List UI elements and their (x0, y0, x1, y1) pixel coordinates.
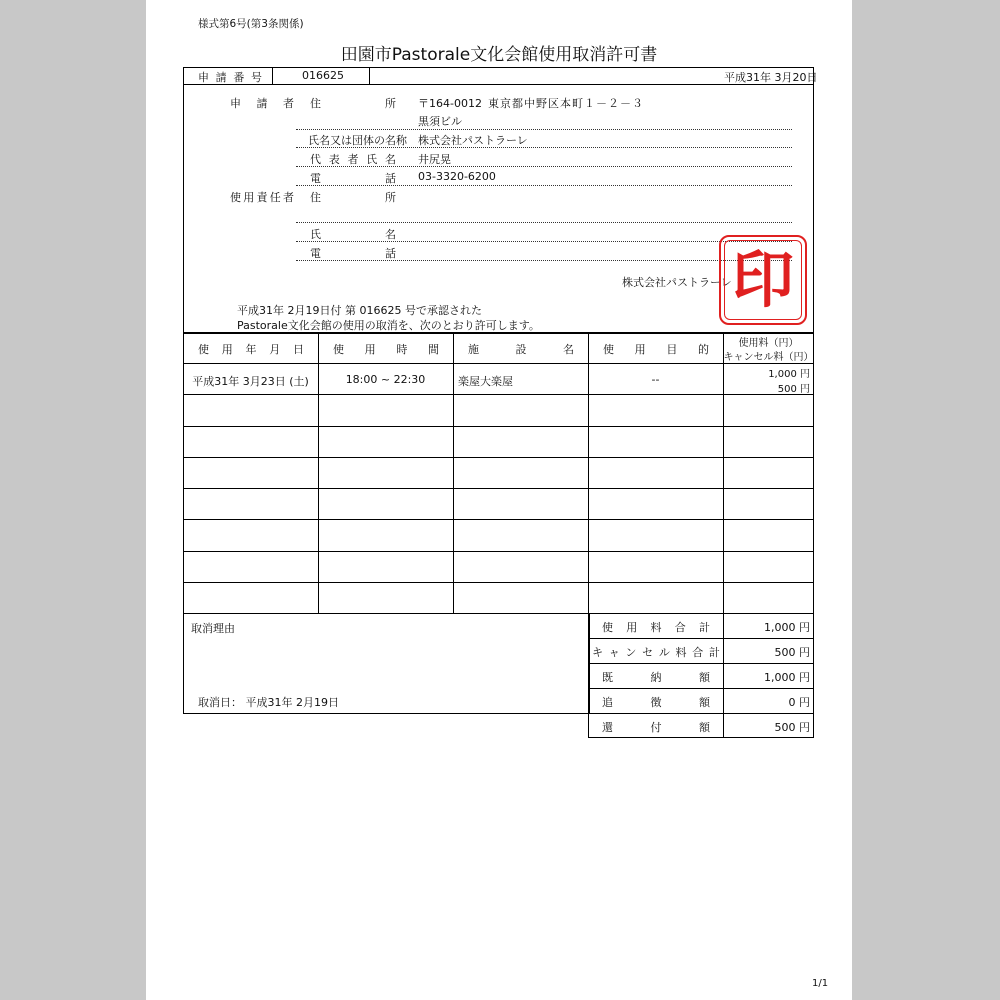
refund-value: 500 円 (774, 721, 810, 734)
application-number: 016625 (302, 69, 344, 82)
header-usage-time: 使 用 時 間 (333, 343, 439, 356)
applicant-address-label: 住 所 (310, 97, 396, 110)
phone: 03-3320-6200 (418, 170, 496, 183)
header-fee: 使用料（円） (738, 338, 799, 349)
approval-line1: 平成31年 2月19日付 第 016625 号で承認された (237, 304, 482, 317)
cancel-date: 取消日： 平成31年 2月19日 (198, 696, 339, 709)
postal-code: 〒164-0012 (418, 97, 482, 110)
row-cancel-fee: 500 円 (777, 384, 810, 395)
issue-date: 平成31年 3月20日 (724, 71, 818, 84)
responsible-phone-label: 電 話 (310, 247, 396, 260)
total-fee-label: 使 用 料 合 計 (602, 621, 710, 634)
reason-label: 取消理由 (191, 622, 235, 635)
phone-label: 電 話 (310, 172, 396, 185)
org-name-label: 氏名又は団体の名称 (308, 134, 407, 147)
paid-label: 既 納 額 (602, 671, 710, 684)
header-facility: 施 設 名 (468, 343, 574, 356)
responsible-name-label: 氏 名 (310, 228, 396, 241)
address-line2: 黒須ビル (418, 115, 462, 128)
document-title: 田園市Pastorale文化会館使用取消許可書 (340, 45, 658, 65)
total-fee-value: 1,000 円 (764, 621, 810, 634)
header-usage-date: 使 用 年 月 日 (198, 343, 304, 356)
rep-name: 井尻晃 (418, 153, 451, 166)
address-line1: 東京都中野区本町１－２－３ (488, 97, 644, 110)
total-cancel-label: キ ャ ン セ ル 料 合 計 (592, 646, 720, 659)
additional-value: 0 円 (788, 696, 810, 709)
issuer-name: 株式会社パストラーレ (622, 276, 732, 289)
org-name: 株式会社パストラーレ (418, 134, 528, 147)
responsible-address-label: 住 所 (310, 191, 396, 204)
header-cancel-fee: キャンセル料（円） (723, 352, 814, 363)
row-facility: 楽屋大楽屋 (458, 375, 513, 388)
document-page (146, 0, 852, 1000)
header-purpose: 使 用 目 的 (603, 343, 709, 356)
row-date: 平成31年 3月23日 (土) (192, 375, 309, 388)
applicant-section-label: 申 請 者 (230, 97, 294, 110)
rep-name-label: 代 表 者 氏 名 (310, 153, 396, 166)
seal-stamp: 印 (719, 235, 807, 325)
paid-value: 1,000 円 (764, 671, 810, 684)
responsible-section-label: 使 用 責 任 者 (230, 191, 294, 204)
row-fee: 1,000 円 (768, 369, 810, 380)
row-purpose: -- (651, 373, 660, 386)
additional-label: 追 徴 額 (602, 696, 710, 709)
total-cancel-value: 500 円 (774, 646, 810, 659)
row-time: 18:00 ~ 22:30 (345, 373, 426, 386)
refund-label: 還 付 額 (602, 721, 710, 734)
application-number-label: 申 請 番 号 (198, 71, 262, 84)
form-number: 様式第6号(第3条関係) (198, 18, 304, 30)
page-number: 1/1 (812, 978, 829, 989)
approval-line2: Pastorale文化会館の使用の取消を、次のとおり許可します。 (237, 319, 540, 332)
